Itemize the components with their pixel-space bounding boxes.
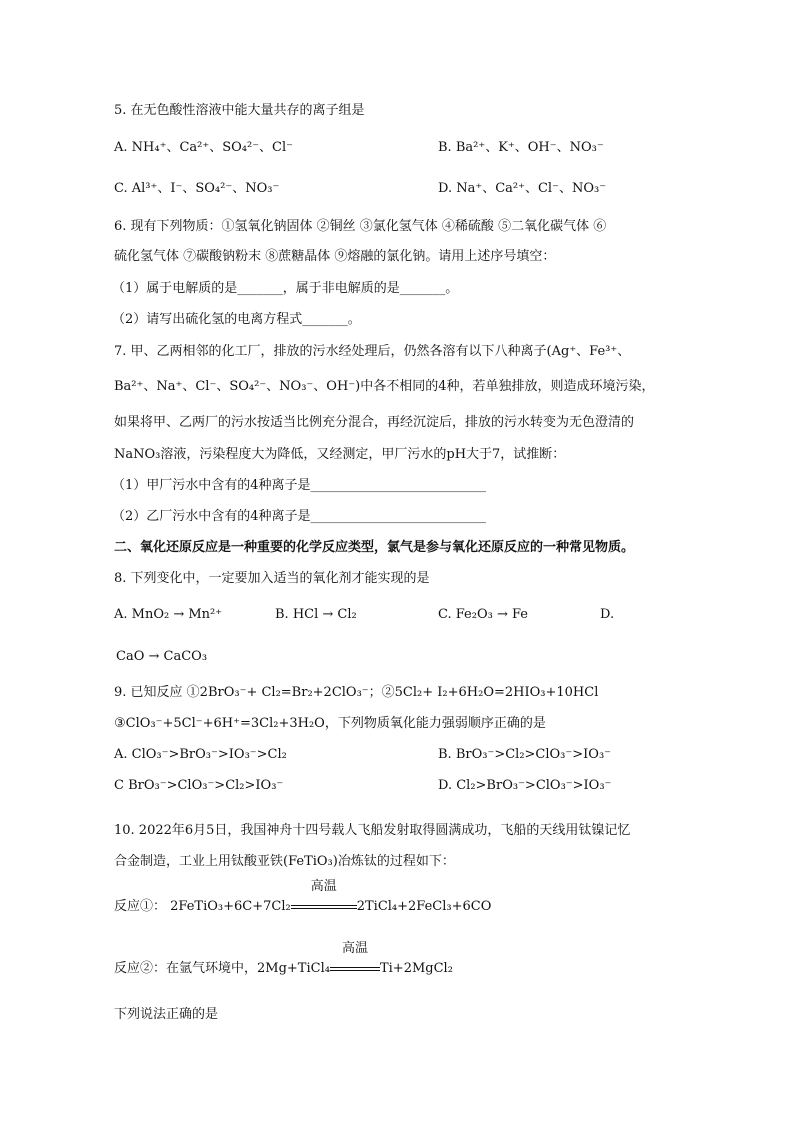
q9-option-b: B. BrO₃⁻>Cl₂>ClO₃⁻>IO₃⁻ xyxy=(438,747,612,762)
reaction-2-arrow xyxy=(330,941,380,978)
q7-sub-2: （2）乙厂污水中含有的4种离子是___________________________ xyxy=(112,509,487,524)
q8-stem: 8. 下列变化中，一定要加入适当的氧化剂才能实现的是 xyxy=(114,571,430,586)
q9-line-1: 9. 已知反应 ①2BrO₃⁻+ Cl₂=Br₂+2ClO₃⁻；②5Cl₂+ I₂+6H₂O=2HIO₃+10HCl xyxy=(114,685,599,700)
q5-stem: 5. 在无色酸性溶液中能大量共存的离子组是 xyxy=(114,103,365,118)
q10-last-line: 下列说法正确的是 xyxy=(114,1007,219,1022)
reaction-2-label: 反应②：在氩气环境中， xyxy=(114,961,258,976)
q8-option-a: A. MnO₂ → Mn²⁺ xyxy=(114,607,223,622)
reaction-1-label: 反应①： xyxy=(114,899,167,914)
q8-option-d: D. xyxy=(600,607,615,622)
section-2-heading: 二、氧化还原反应是一种重要的化学反应类型，氯气是参与氧化还原反应的一种常见物质。 xyxy=(114,540,635,555)
reaction-1-products: 2TiCl₄+2FeCl₃+6CO xyxy=(356,899,492,914)
q6-line-1: 6. 现有下列物质：①氢氧化钠固体 ②铜丝 ③氯化氢气体 ④稀硫酸 ⑤二氧化碳气体 ⑥ xyxy=(114,219,607,234)
q10-reaction-1 xyxy=(114,879,492,916)
q5-option-d: D. Na⁺、Ca²⁺、Cl⁻、NO₃⁻ xyxy=(438,181,607,196)
reaction-2-reactants: 2Mg+TiCl₄ xyxy=(257,961,330,976)
q10-reaction-2 xyxy=(114,941,453,978)
q5-option-b: B. Ba²⁺、K⁺、OH⁻、NO₃⁻ xyxy=(438,140,604,155)
q9-line-2: ③ClO₃⁻+5Cl⁻+6H⁺=3Cl₂+3H₂O，下列物质氧化能力强弱顺序正确的是 xyxy=(114,716,546,731)
q10-line-2: 合金制造，工业上用钛酸亚铁(FeTiO₃)冶炼钛的过程如下： xyxy=(114,854,455,869)
q5-option-c: C. Al³⁺、I⁻、SO₄²⁻、NO₃⁻ xyxy=(114,181,280,196)
q7-line-3: 如果将甲、乙两厂的污水按适当比例充分混合，再经沉淀后，排放的污水转变为无色澄清的 xyxy=(114,415,635,430)
q7-line-2: Ba²⁺、Na⁺、Cl⁻、SO₄²⁻、NO₃⁻、OH⁻)中各不相同的4种，若单独排放，则造成环境污染， xyxy=(114,379,655,394)
reaction-1-arrow xyxy=(291,879,357,916)
reaction-2-products: Ti+2MgCl₂ xyxy=(379,961,453,976)
q8-option-d-content: CaO → CaCO₃ xyxy=(116,649,208,664)
q7-line-4: NaNO₃溶液，污染程度大为降低，又经测定，甲厂污水的pH大于7，试推断： xyxy=(114,447,566,462)
q10-line-1: 10. 2022年6月5日，我国神舟十四号载人飞船发射取得圆满成功，飞船的天线用钛镍记忆 xyxy=(114,823,631,838)
q9-option-a: A. ClO₃⁻>BrO₃⁻>IO₃⁻>Cl₂ xyxy=(114,747,287,762)
q9-option-c: C BrO₃⁻>ClO₃⁻>Cl₂>IO₃⁻ xyxy=(114,778,284,793)
q8-option-c: C. Fe₂O₃ → Fe xyxy=(438,607,528,622)
q5-option-a: A. NH₄⁺、Ca²⁺、SO₄²⁻、Cl⁻ xyxy=(114,140,294,155)
reaction-1-condition: 高温 xyxy=(310,879,337,894)
q9-option-d: D. Cl₂>BrO₃⁻>ClO₃⁻>IO₃⁻ xyxy=(438,778,612,793)
q7-sub-1: （1）甲厂污水中含有的4种离子是___________________________ xyxy=(112,478,487,493)
reaction-1-reactants: 2FeTiO₃+6C+7Cl₂ xyxy=(170,899,291,914)
q6-line-2: 硫化氢气体 ⑦碳酸钠粉末 ⑧蔗糖晶体 ⑨熔融的氯化钠。请用上述序号填空： xyxy=(114,249,556,264)
q6-sub-1: （1）属于电解质的是_______，属于非电解质的是_______。 xyxy=(112,281,459,296)
q8-option-b: B. HCl → Cl₂ xyxy=(275,607,357,622)
q7-line-1: 7. 甲、乙两相邻的化工厂，排放的污水经处理后，仍然各溶有以下八种离子(Ag⁺、Fe³⁺、 xyxy=(114,344,631,359)
reaction-2-condition: 高温 xyxy=(341,941,368,956)
q6-sub-2: （2）请写出硫化氢的电离方程式_______。 xyxy=(112,312,361,327)
